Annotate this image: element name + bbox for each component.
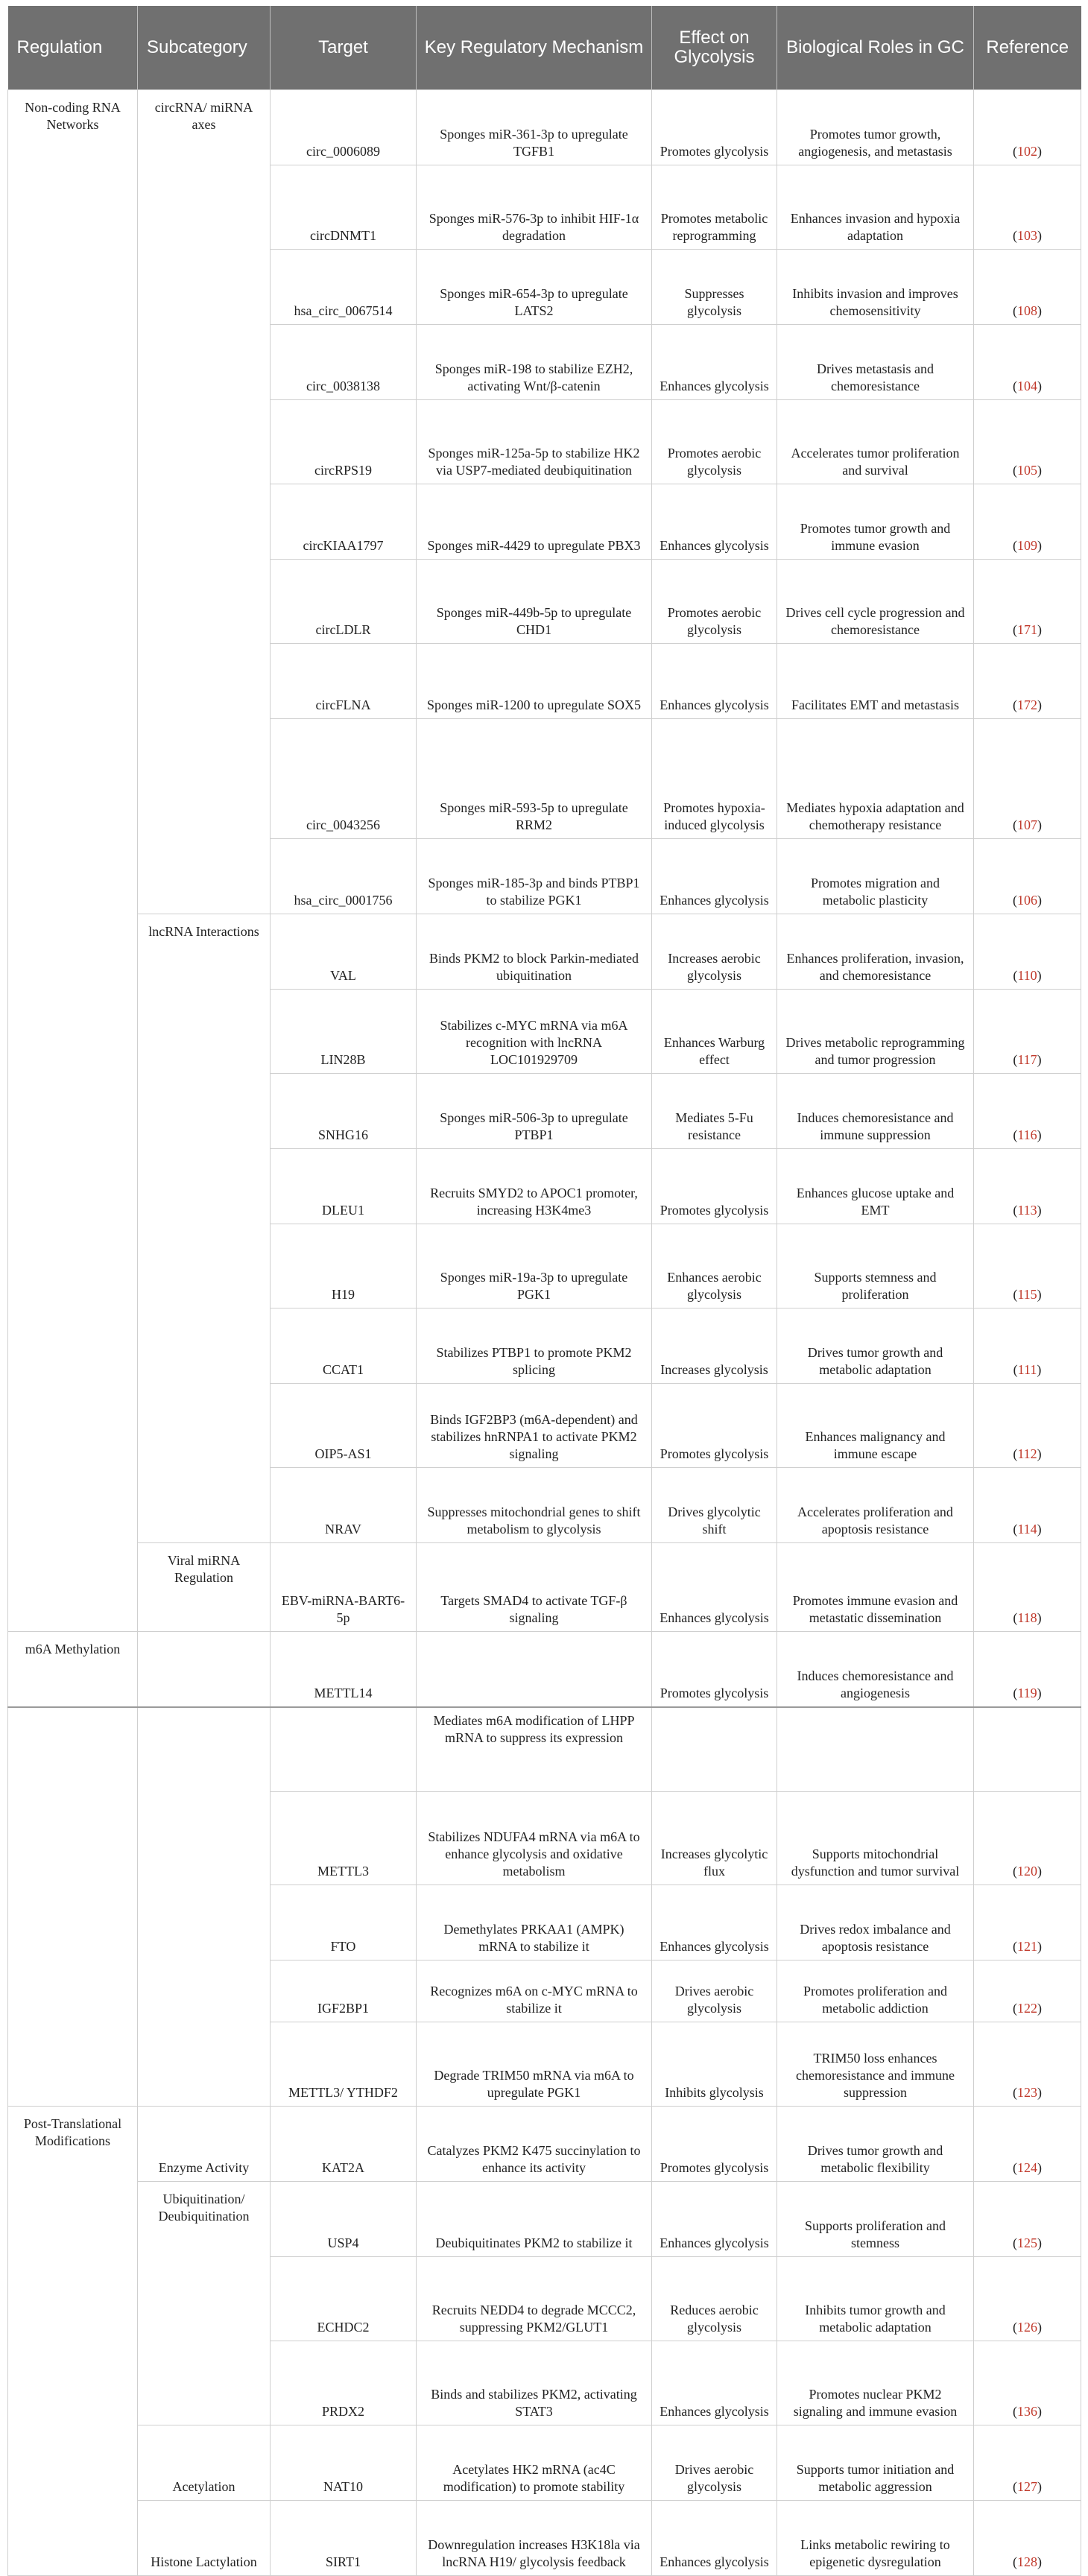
target-cell: circRPS19 <box>271 400 417 484</box>
roles-cell: Drives tumor growth and metabolic flexibility <box>777 2107 974 2182</box>
mechanism-cell: Sponges miR-506-3p to upregulate PTBP1 <box>417 1074 652 1149</box>
roles-cell: Drives redox imbalance and apoptosis resistance <box>777 1885 974 1961</box>
reference-link[interactable]: 118 <box>1017 1610 1037 1625</box>
target-cell: NRAV <box>271 1468 417 1543</box>
target-cell: circLDLR <box>271 560 417 644</box>
effect-cell: Promotes aerobic glycolysis <box>652 400 777 484</box>
effect-cell: Increases glycolysis <box>652 1308 777 1384</box>
roles-cell: Induces chemoresistance and angiogenesis <box>777 1632 974 1708</box>
paren-close: ) <box>1037 697 1042 712</box>
mechanism-cell: Degrade TRIM50 mRNA via m6A to upregulate PGK1 <box>417 2022 652 2107</box>
header-regulation: Regulation <box>8 6 138 90</box>
target-cell: OIP5-AS1 <box>271 1384 417 1468</box>
subcategory-cell: Histone Lactylation <box>138 2501 271 2576</box>
reference-cell <box>974 644 1081 719</box>
paren-open: ( <box>1013 303 1017 318</box>
paren-open: ( <box>1013 1521 1018 1537</box>
effect-cell: Increases aerobic glycolysis <box>652 914 777 990</box>
reference-cell <box>974 2257 1081 2341</box>
mechanism-cell <box>417 1632 652 1708</box>
mechanism-cell: Sponges miR-19a-3p to upregulate PGK1 <box>417 1224 652 1308</box>
mechanism-cell: Recognizes m6A on c-MYC mRNA to stabilize it <box>417 1961 652 2022</box>
roles-cell: Drives cell cycle progression and chemoresistance <box>777 560 974 644</box>
reference-link[interactable]: 104 <box>1017 378 1037 393</box>
reference-cell <box>974 1792 1081 1885</box>
header-reference: Reference <box>974 6 1081 90</box>
effect-cell: Enhances glycolysis <box>652 2182 777 2257</box>
paren-close: ) <box>1037 1202 1042 1218</box>
mechanism-cell: Demethylates PRKAA1 (AMPK) mRNA to stabilize it <box>417 1885 652 1961</box>
paren-close: ) <box>1037 2235 1042 2250</box>
reference-link[interactable]: 112 <box>1017 1446 1037 1461</box>
reference-link[interactable]: 125 <box>1017 2235 1037 2250</box>
target-cell: circKIAA1797 <box>271 484 417 560</box>
effect-cell: Enhances glycolysis <box>652 1543 777 1632</box>
regulation-cell: Post-Translational Modifications <box>8 2107 138 2576</box>
paren-open: ( <box>1013 143 1017 159</box>
effect-cell: Enhances glycolysis <box>652 1885 777 1961</box>
reference-link[interactable]: 124 <box>1017 2159 1037 2175</box>
table-row <box>8 1707 1081 1792</box>
reference-cell <box>974 1074 1081 1149</box>
target-cell: PRDX2 <box>271 2341 417 2425</box>
paren-close: ) <box>1037 2159 1042 2175</box>
effect-cell: Drives glycolytic shift <box>652 1468 777 1543</box>
roles-cell <box>777 1707 974 1792</box>
paren-close: ) <box>1037 2084 1042 2100</box>
subcategory-cell: Enzyme Activity <box>138 2107 271 2182</box>
target-cell: circ_0006089 <box>271 90 417 165</box>
regulation-cell: m6A Methylation <box>8 1632 138 1708</box>
paren-open: ( <box>1013 2235 1017 2250</box>
mechanism-cell: Sponges miR-449b-5p to upregulate CHD1 <box>417 560 652 644</box>
header-mechanism: Key Regulatory Mechanism <box>417 6 652 90</box>
reference-cell <box>974 719 1081 839</box>
subcategory-cell: Acetylation <box>138 2425 271 2501</box>
roles-cell: Enhances proliferation, invasion, and chemoresistance <box>777 914 974 990</box>
reference-cell <box>974 1632 1081 1708</box>
reference-link[interactable]: 120 <box>1017 1863 1037 1879</box>
roles-cell: Accelerates proliferation and apoptosis resistance <box>777 1468 974 1543</box>
reference-cell <box>974 1543 1081 1632</box>
reference-link[interactable]: 127 <box>1017 2478 1037 2494</box>
paren-close: ) <box>1037 143 1042 159</box>
paren-open: ( <box>1013 817 1017 832</box>
reference-link[interactable]: 109 <box>1017 537 1037 553</box>
paren-open: ( <box>1013 1202 1018 1218</box>
roles-cell: Promotes immune evasion and metastatic dissemination <box>777 1543 974 1632</box>
effect-cell: Enhances glycolysis <box>652 2341 777 2425</box>
reference-cell <box>974 2425 1081 2501</box>
target-cell: SIRT1 <box>271 2501 417 2576</box>
roles-cell: Promotes migration and metabolic plasticity <box>777 839 974 914</box>
reference-link[interactable]: 114 <box>1017 1521 1037 1537</box>
reference-link[interactable]: 171 <box>1017 621 1037 637</box>
header-subcategory: Subcategory <box>138 6 271 90</box>
paren-open: ( <box>1013 537 1017 553</box>
subcategory-cell: circRNA/ miRNA axes <box>138 90 271 914</box>
subcategory-cell: Viral miRNA Regulation <box>138 1543 271 1632</box>
target-cell: SNHG16 <box>271 1074 417 1149</box>
paren-close: ) <box>1037 1938 1042 1954</box>
reference-cell <box>974 165 1081 250</box>
target-cell: circFLNA <box>271 644 417 719</box>
effect-cell: Promotes glycolysis <box>652 2107 777 2182</box>
table-row <box>8 1543 1081 1632</box>
mechanism-cell: Mediates m6A modification of LHPP mRNA to suppress its expression <box>417 1707 652 1792</box>
mechanism-cell: Stabilizes PTBP1 to promote PKM2 splicing <box>417 1308 652 1384</box>
target-cell: ECHDC2 <box>271 2257 417 2341</box>
roles-cell: Drives tumor growth and metabolic adaptation <box>777 1308 974 1384</box>
effect-cell <box>652 1707 777 1792</box>
roles-cell: Supports stemness and proliferation <box>777 1224 974 1308</box>
effect-cell: Enhances glycolysis <box>652 644 777 719</box>
target-cell: DLEU1 <box>271 1149 417 1224</box>
reference-cell <box>974 839 1081 914</box>
reference-link[interactable]: 113 <box>1017 1202 1037 1218</box>
paren-open: ( <box>1013 2000 1017 2016</box>
paren-close: ) <box>1037 967 1042 983</box>
target-cell <box>271 1707 417 1792</box>
regulation-cell <box>8 1707 138 2107</box>
roles-cell: Enhances glucose uptake and EMT <box>777 1149 974 1224</box>
roles-cell: Supports mitochondrial dysfunction and tumor survival <box>777 1792 974 1885</box>
paren-close: ) <box>1037 2554 1042 2569</box>
target-cell: FTO <box>271 1885 417 1961</box>
reference-cell <box>974 560 1081 644</box>
paren-close: ) <box>1037 537 1042 553</box>
paren-close: ) <box>1037 1127 1042 1142</box>
target-cell: CCAT1 <box>271 1308 417 1384</box>
paren-open: ( <box>1013 892 1017 908</box>
effect-cell: Enhances glycolysis <box>652 2501 777 2576</box>
target-cell: METTL3 <box>271 1792 417 1885</box>
target-cell: circ_0043256 <box>271 719 417 839</box>
paren-open: ( <box>1013 2319 1017 2335</box>
mechanism-cell: Sponges miR-185-3p and binds PTBP1 to stabilize PGK1 <box>417 839 652 914</box>
mechanism-cell: Sponges miR-361-3p to upregulate TGFB1 <box>417 90 652 165</box>
effect-cell: Promotes hypoxia-induced glycolysis <box>652 719 777 839</box>
reference-cell <box>974 2182 1081 2257</box>
paren-open: ( <box>1013 1286 1018 1302</box>
subcategory-cell <box>138 1707 271 2107</box>
header-effect: Effect on Glycolysis <box>652 6 777 90</box>
target-cell: USP4 <box>271 2182 417 2257</box>
paren-close: ) <box>1037 303 1042 318</box>
reference-link[interactable]: 106 <box>1017 892 1037 908</box>
paren-close: ) <box>1037 892 1042 908</box>
reference-cell <box>974 2107 1081 2182</box>
paren-open: ( <box>1013 2554 1017 2569</box>
target-cell: hsa_circ_0001756 <box>271 839 417 914</box>
effect-cell: Inhibits glycolysis <box>652 2022 777 2107</box>
paren-close: ) <box>1037 227 1042 243</box>
roles-cell: Drives metabolic reprogramming and tumor progression <box>777 990 974 1074</box>
roles-cell: Inhibits invasion and improves chemosensitivity <box>777 250 974 325</box>
mechanism-cell: Sponges miR-576-3p to inhibit HIF-1α degradation <box>417 165 652 250</box>
mechanism-cell: Stabilizes NDUFA4 mRNA via m6A to enhance glycolysis and oxidative metabolism <box>417 1792 652 1885</box>
paren-close: ) <box>1037 1286 1042 1302</box>
paren-close: ) <box>1037 817 1042 832</box>
target-cell: NAT10 <box>271 2425 417 2501</box>
paren-open: ( <box>1013 1685 1018 1700</box>
roles-cell: TRIM50 loss enhances chemoresistance and immune suppression <box>777 2022 974 2107</box>
reference-link[interactable]: 102 <box>1017 143 1037 159</box>
target-cell: LIN28B <box>271 990 417 1074</box>
paren-open: ( <box>1013 1610 1018 1625</box>
reference-cell <box>974 1885 1081 1961</box>
table-row <box>8 90 1081 165</box>
roles-cell: Accelerates tumor proliferation and survival <box>777 400 974 484</box>
table-row <box>8 2182 1081 2257</box>
roles-cell: Promotes proliferation and metabolic addiction <box>777 1961 974 2022</box>
roles-cell: Drives metastasis and chemoresistance <box>777 325 974 400</box>
mechanism-cell: Stabilizes c-MYC mRNA via m6A recognition with lncRNA LOC101929709 <box>417 990 652 1074</box>
regulation-table <box>7 6 1081 2576</box>
effect-cell: Promotes metabolic reprogramming <box>652 165 777 250</box>
paren-close: ) <box>1037 1610 1042 1625</box>
mechanism-cell: Sponges miR-1200 to upregulate SOX5 <box>417 644 652 719</box>
reference-cell <box>974 2341 1081 2425</box>
mechanism-cell: Deubiquitinates PKM2 to stabilize it <box>417 2182 652 2257</box>
mechanism-cell: Sponges miR-4429 to upregulate PBX3 <box>417 484 652 560</box>
effect-cell: Enhances glycolysis <box>652 484 777 560</box>
mechanism-cell: Binds and stabilizes PKM2, activating STAT3 <box>417 2341 652 2425</box>
paren-open: ( <box>1013 1938 1017 1954</box>
paren-open: ( <box>1013 462 1017 478</box>
reference-link[interactable]: 110 <box>1017 967 1037 983</box>
mechanism-cell: Suppresses mitochondrial genes to shift metabolism to glycolysis <box>417 1468 652 1543</box>
subcategory-cell <box>138 1632 271 1708</box>
roles-cell: Links metabolic rewiring to epigenetic dysregulation <box>777 2501 974 2576</box>
reference-link[interactable]: 116 <box>1017 1127 1037 1142</box>
effect-cell: Promotes glycolysis <box>652 1632 777 1708</box>
reference-cell <box>974 1149 1081 1224</box>
paren-open: ( <box>1013 1051 1018 1067</box>
mechanism-cell: Sponges miR-125a-5p to stabilize HK2 via USP7-mediated deubiquitination <box>417 400 652 484</box>
roles-cell: Induces chemoresistance and immune suppression <box>777 1074 974 1149</box>
reference-cell <box>974 1707 1081 1792</box>
reference-cell <box>974 2022 1081 2107</box>
roles-cell: Promotes nuclear PKM2 signaling and immune evasion <box>777 2341 974 2425</box>
reference-link[interactable]: 108 <box>1017 303 1037 318</box>
paren-open: ( <box>1013 621 1017 637</box>
header-roles: Biological Roles in GC <box>777 6 974 90</box>
paren-open: ( <box>1013 1863 1017 1879</box>
roles-cell: Enhances invasion and hypoxia adaptation <box>777 165 974 250</box>
mechanism-cell: Catalyzes PKM2 K475 succinylation to enhance its activity <box>417 2107 652 2182</box>
reference-cell <box>974 1308 1081 1384</box>
roles-cell: Enhances malignancy and immune escape <box>777 1384 974 1468</box>
paren-open: ( <box>1013 1361 1018 1377</box>
paren-close: ) <box>1037 462 1042 478</box>
paren-open: ( <box>1013 2478 1017 2494</box>
reference-link[interactable]: 111 <box>1017 1361 1037 1377</box>
reference-link[interactable]: 122 <box>1017 2000 1037 2016</box>
paren-open: ( <box>1013 2403 1017 2419</box>
header-row <box>8 6 1081 90</box>
mechanism-cell: Recruits SMYD2 to APOC1 promoter, increasing H3K4me3 <box>417 1149 652 1224</box>
paren-open: ( <box>1013 1127 1018 1142</box>
target-cell: EBV-miRNA-BART6-5p <box>271 1543 417 1632</box>
mechanism-cell: Targets SMAD4 to activate TGF-β signaling <box>417 1543 652 1632</box>
reference-link[interactable]: 126 <box>1017 2319 1037 2335</box>
roles-cell: Inhibits tumor growth and metabolic adaptation <box>777 2257 974 2341</box>
roles-cell: Facilitates EMT and metastasis <box>777 644 974 719</box>
target-cell: KAT2A <box>271 2107 417 2182</box>
paren-open: ( <box>1013 2159 1017 2175</box>
reference-link[interactable]: 105 <box>1017 462 1037 478</box>
paren-open: ( <box>1013 378 1017 393</box>
reference-link[interactable]: 103 <box>1017 227 1037 243</box>
reference-link[interactable]: 107 <box>1017 817 1037 832</box>
effect-cell: Promotes aerobic glycolysis <box>652 560 777 644</box>
reference-cell <box>974 484 1081 560</box>
effect-cell: Promotes glycolysis <box>652 1384 777 1468</box>
effect-cell: Enhances glycolysis <box>652 325 777 400</box>
paren-close: ) <box>1037 2319 1042 2335</box>
reference-cell <box>974 400 1081 484</box>
target-cell: circDNMT1 <box>271 165 417 250</box>
reference-link[interactable]: 119 <box>1017 1685 1037 1700</box>
mechanism-cell: Recruits NEDD4 to degrade MCCC2, suppressing PKM2/GLUT1 <box>417 2257 652 2341</box>
paren-open: ( <box>1013 967 1018 983</box>
target-cell: circ_0038138 <box>271 325 417 400</box>
reference-cell <box>974 90 1081 165</box>
table-row <box>8 2425 1081 2501</box>
paren-close: ) <box>1037 1361 1042 1377</box>
mechanism-cell: Sponges miR-198 to stabilize EZH2, activating Wnt/β-catenin <box>417 325 652 400</box>
table-row <box>8 1632 1081 1708</box>
paren-close: ) <box>1037 2478 1042 2494</box>
roles-cell: Promotes tumor growth and immune evasion <box>777 484 974 560</box>
effect-cell: Suppresses glycolysis <box>652 250 777 325</box>
roles-cell: Supports proliferation and stemness <box>777 2182 974 2257</box>
effect-cell: Promotes glycolysis <box>652 90 777 165</box>
reference-link[interactable]: 115 <box>1017 1286 1037 1302</box>
mechanism-cell: Acetylates HK2 mRNA (ac4C modification) to promote stability <box>417 2425 652 2501</box>
regulation-cell: Non-coding RNA Networks <box>8 90 138 1632</box>
reference-cell <box>974 914 1081 990</box>
reference-link[interactable]: 172 <box>1017 697 1037 712</box>
effect-cell: Increases glycolytic flux <box>652 1792 777 1885</box>
paren-open: ( <box>1013 227 1017 243</box>
paren-close: ) <box>1037 621 1042 637</box>
target-cell: METTL14 <box>271 1632 417 1708</box>
reference-link[interactable]: 128 <box>1017 2554 1037 2569</box>
subcategory-cell: Ubiquitination/ Deubiquitination <box>138 2182 271 2425</box>
mechanism-cell: Binds IGF2BP3 (m6A-dependent) and stabilizes hnRNPA1 to activate PKM2 signaling <box>417 1384 652 1468</box>
target-cell: VAL <box>271 914 417 990</box>
reference-cell <box>974 1468 1081 1543</box>
paren-close: ) <box>1037 1446 1042 1461</box>
roles-cell: Mediates hypoxia adaptation and chemotherapy resistance <box>777 719 974 839</box>
paren-close: ) <box>1037 1521 1042 1537</box>
effect-cell: Enhances glycolysis <box>652 839 777 914</box>
mechanism-cell: Binds PKM2 to block Parkin-mediated ubiquitination <box>417 914 652 990</box>
paren-open: ( <box>1013 697 1017 712</box>
reference-link[interactable]: 136 <box>1017 2403 1037 2419</box>
subcategory-cell: lncRNA Interactions <box>138 914 271 1543</box>
target-cell: H19 <box>271 1224 417 1308</box>
table-row <box>8 2107 1081 2182</box>
roles-cell: Supports tumor initiation and metabolic aggression <box>777 2425 974 2501</box>
effect-cell: Mediates 5-Fu resistance <box>652 1074 777 1149</box>
effect-cell: Enhances Warburg effect <box>652 990 777 1074</box>
reference-cell <box>974 325 1081 400</box>
reference-cell <box>974 1224 1081 1308</box>
reference-link[interactable]: 121 <box>1017 1938 1037 1954</box>
table-row <box>8 2501 1081 2576</box>
paren-open: ( <box>1013 1446 1018 1461</box>
target-cell: IGF2BP1 <box>271 1961 417 2022</box>
paren-close: ) <box>1037 1685 1042 1700</box>
paren-close: ) <box>1037 378 1042 393</box>
effect-cell: Promotes glycolysis <box>652 1149 777 1224</box>
paren-close: ) <box>1037 1863 1042 1879</box>
reference-cell <box>974 250 1081 325</box>
mechanism-cell: Sponges miR-654-3p to upregulate LATS2 <box>417 250 652 325</box>
effect-cell: Drives aerobic glycolysis <box>652 2425 777 2501</box>
effect-cell: Reduces aerobic glycolysis <box>652 2257 777 2341</box>
paren-open: ( <box>1013 2084 1017 2100</box>
reference-cell <box>974 990 1081 1074</box>
roles-cell: Promotes tumor growth, angiogenesis, and metastasis <box>777 90 974 165</box>
paren-close: ) <box>1037 2000 1042 2016</box>
reference-cell <box>974 1384 1081 1468</box>
paren-close: ) <box>1037 1051 1042 1067</box>
header-target: Target <box>271 6 417 90</box>
reference-cell <box>974 2501 1081 2576</box>
reference-cell <box>974 1961 1081 2022</box>
table-row <box>8 914 1081 990</box>
mechanism-cell: Sponges miR-593-5p to upregulate RRM2 <box>417 719 652 839</box>
target-cell: hsa_circ_0067514 <box>271 250 417 325</box>
mechanism-cell: Downregulation increases H3K18la via lncRNA H19/ glycolysis feedback <box>417 2501 652 2576</box>
paren-close: ) <box>1037 2403 1042 2419</box>
target-cell: METTL3/ YTHDF2 <box>271 2022 417 2107</box>
effect-cell: Drives aerobic glycolysis <box>652 1961 777 2022</box>
reference-link[interactable]: 123 <box>1017 2084 1037 2100</box>
reference-link[interactable]: 117 <box>1017 1051 1037 1067</box>
effect-cell: Enhances aerobic glycolysis <box>652 1224 777 1308</box>
